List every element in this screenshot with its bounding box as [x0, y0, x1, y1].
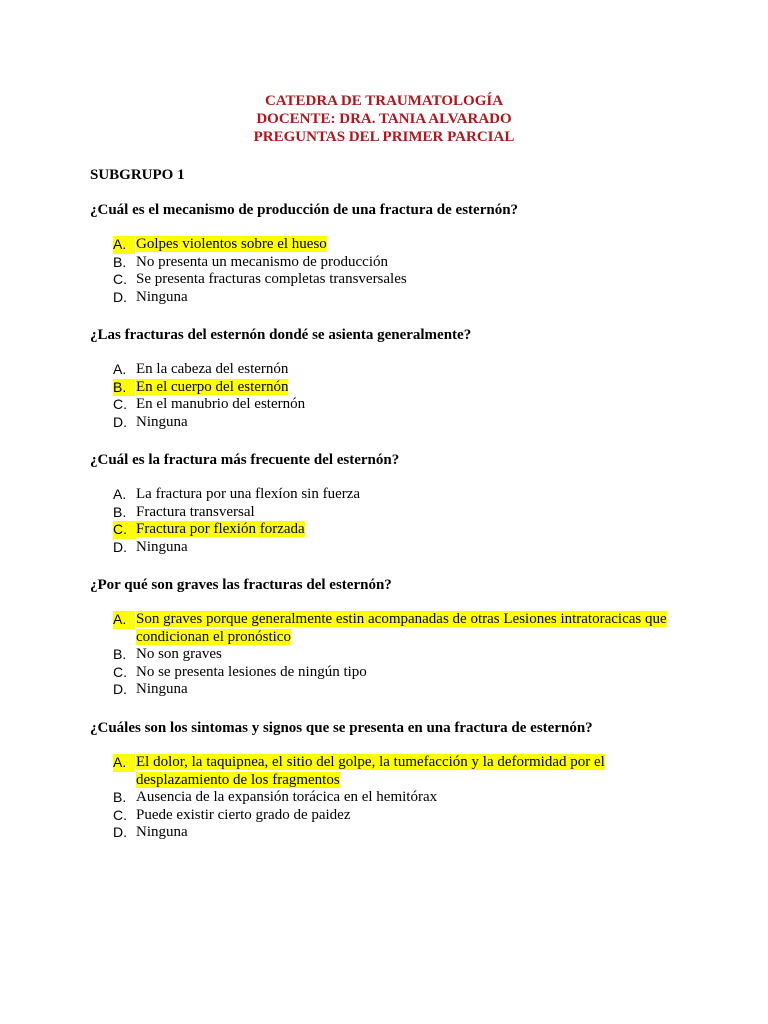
option-text: Ninguna — [136, 824, 188, 840]
header-line-1: CATEDRA DE TRAUMATOLOGÍA — [264, 93, 504, 109]
option-text: Ninguna — [136, 288, 188, 305]
option-letter: D. — [113, 413, 127, 430]
option-letter: C. — [113, 521, 136, 539]
option-letter: C. — [113, 396, 127, 412]
option-letter: C. — [113, 806, 127, 823]
question-1: ¿Cuál es el mecanismo de producción de una fractura de esternón? — [90, 202, 519, 218]
option-c — [113, 521, 673, 539]
document-header — [0, 92, 768, 146]
option-letter: B. — [113, 646, 127, 662]
question-3-options — [113, 486, 673, 556]
option-text: No presenta un mecanismo de producción — [136, 253, 389, 270]
option-text: Ninguna — [136, 413, 188, 430]
option-d — [113, 289, 673, 307]
option-text: El dolor, la taquipnea, el sitio del golpe, la tumefacción y la deformidad por el desplazamiento de los fragmentos — [136, 754, 605, 788]
option-letter: A. — [113, 754, 135, 772]
option-c — [113, 396, 673, 414]
option-c — [113, 664, 673, 682]
option-text: Puede existir cierto grado de paidez — [136, 806, 351, 823]
question-5-options — [113, 754, 673, 842]
option-letter: A. — [113, 361, 127, 377]
question-4-options — [113, 611, 673, 699]
question-3: ¿Cuál es la fractura más frecuente del esternón? — [90, 452, 400, 468]
question-2-options — [113, 361, 673, 431]
option-letter: B. — [113, 789, 127, 805]
header-line-2: DOCENTE: DRA. TANIA ALVARADO — [256, 111, 512, 127]
option-d — [113, 414, 673, 432]
question-2: ¿Las fracturas del esternón dondé se asienta generalmente? — [90, 327, 472, 343]
option-text: Ninguna — [136, 681, 188, 697]
subgroup-title: SUBGRUPO 1 — [90, 167, 185, 183]
question-4: ¿Por qué son graves las fracturas del esternón? — [90, 577, 392, 593]
option-letter: C. — [113, 663, 127, 680]
option-a — [113, 611, 673, 646]
option-a — [113, 754, 673, 789]
option-d — [113, 824, 673, 842]
header-line-3: PREGUNTAS DEL PRIMER PARCIAL — [253, 129, 515, 145]
option-letter: A. — [113, 486, 127, 502]
option-text: En la cabeza del esternón — [136, 361, 289, 377]
option-letter: A. — [113, 611, 135, 629]
option-letter: B. — [113, 503, 127, 520]
option-text: En el cuerpo del esternón — [136, 378, 289, 395]
option-text: En el manubrio del esternón — [136, 396, 306, 412]
option-b — [113, 789, 673, 807]
option-a — [113, 361, 673, 379]
option-text: Ausencia de la expansión torácica en el hemitórax — [136, 789, 438, 805]
option-text: No se presenta lesiones de ningún tipo — [136, 663, 367, 680]
option-letter: D. — [113, 288, 127, 305]
option-a — [113, 236, 673, 254]
option-b — [113, 254, 673, 272]
option-text: Fractura por flexión forzada — [136, 521, 305, 537]
option-text: Golpes violentos sobre el hueso — [136, 236, 327, 252]
option-letter: A. — [113, 236, 135, 254]
option-c — [113, 271, 673, 289]
question-5: ¿Cuáles son los sintomas y signos que se presenta en una fractura de esternón? — [90, 720, 593, 736]
option-d — [113, 681, 673, 699]
option-letter: D. — [113, 824, 127, 840]
option-letter: B. — [113, 253, 127, 270]
option-b — [113, 379, 673, 397]
option-letter: B. — [113, 379, 135, 397]
option-text: No son graves — [136, 646, 222, 662]
option-b — [113, 646, 673, 664]
option-a — [113, 486, 673, 504]
option-letter: D. — [113, 538, 127, 555]
option-c — [113, 807, 673, 825]
option-letter: C. — [113, 271, 127, 287]
option-text: Son graves porque generalmente estin acompanadas de otras Lesiones intratoracicas que condicionan el pronóstico — [136, 611, 667, 645]
option-text: Ninguna — [136, 538, 188, 555]
option-letter: D. — [113, 681, 127, 697]
option-text: Fractura transversal — [136, 503, 255, 520]
option-d — [113, 539, 673, 557]
option-text: Se presenta fracturas completas transversales — [136, 271, 407, 287]
option-text: La fractura por una flexíon sin fuerza — [136, 486, 361, 502]
question-1-options — [113, 236, 673, 306]
option-b — [113, 504, 673, 522]
